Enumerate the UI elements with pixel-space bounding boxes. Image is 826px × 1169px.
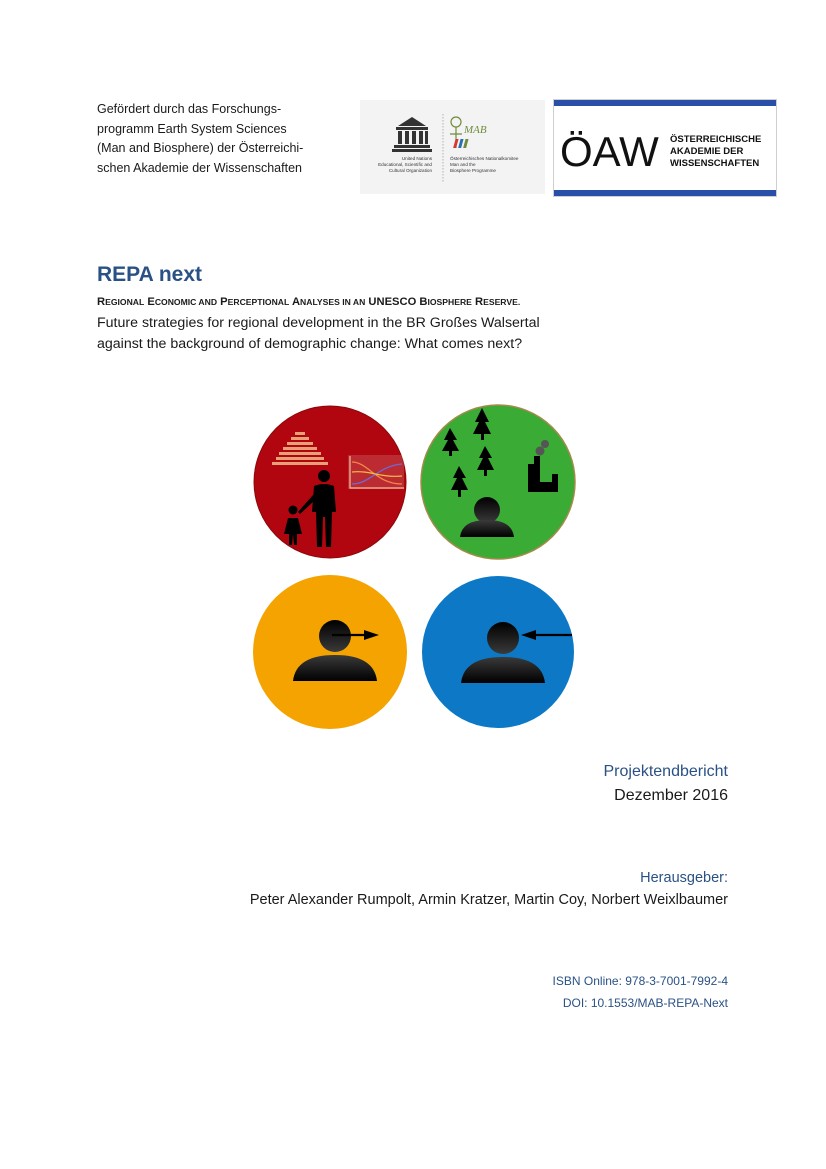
oeaw-logo bbox=[553, 99, 777, 197]
funding-line: (Man and Biosphere) der Österreichi- bbox=[97, 141, 304, 156]
mab-caption-line: Österreichisches Nationalkomitee bbox=[450, 156, 519, 161]
caps-rest: ESERVE. bbox=[483, 297, 521, 307]
caps-rest: IOSPHERE bbox=[427, 297, 472, 307]
demographic-trend-chart-icon bbox=[348, 455, 404, 489]
oeaw-mark: ÖAW bbox=[560, 128, 659, 175]
funding-line: Gefördert durch das Forschungs- bbox=[97, 102, 282, 116]
isbn: ISBN Online: 978-3-7001-7992-4 bbox=[552, 974, 728, 988]
mab-caption-line: Biosphere Programme bbox=[450, 168, 496, 173]
subtitle-line: against the background of demographic change: What comes next? bbox=[97, 336, 523, 352]
unesco-caption-line: Cultural Organization bbox=[388, 168, 432, 173]
cover-illustration bbox=[250, 400, 585, 735]
funding-line: schen Akademie der Wissenschaften bbox=[97, 160, 302, 175]
caps-initial: R bbox=[97, 296, 106, 308]
caps-initial: A bbox=[291, 296, 301, 308]
report-type: Projektendbericht bbox=[603, 763, 728, 780]
unesco-caption-line: United Nations bbox=[401, 156, 432, 161]
oeaw-logo-graphic bbox=[554, 100, 776, 196]
report-date: Dezember 2016 bbox=[614, 787, 728, 804]
editor-label: Herausgeber: bbox=[640, 870, 728, 886]
funding-line: programm Earth System Sciences bbox=[97, 121, 287, 136]
unesco-mab-logo bbox=[360, 100, 545, 194]
mab-logo-icon bbox=[450, 117, 487, 148]
subtitle-line: Future strategies for regional development in the BR Großes Walsertal bbox=[97, 315, 540, 331]
project-full-title bbox=[97, 296, 520, 308]
funding-statement bbox=[97, 100, 347, 178]
caps-initial: UNESCO bbox=[368, 296, 417, 308]
caps-initial: B bbox=[419, 296, 428, 308]
unesco-caption-line: Educational, Scientific and bbox=[378, 162, 432, 167]
caps-rest: NALYSES IN AN bbox=[300, 297, 366, 307]
caps-rest: ERCEPTIONAL bbox=[227, 297, 290, 307]
mab-mark-text: MAB bbox=[464, 124, 487, 136]
cover-illustration-graphic bbox=[250, 400, 585, 735]
editors-list: Peter Alexander Rumpolt, Armin Kratzer, Martin Coy, Norbert Weixlbaumer bbox=[249, 892, 728, 908]
oeaw-line: ÖSTERREICHISCHE bbox=[670, 134, 762, 145]
caps-rest: CONOMIC AND bbox=[154, 297, 218, 307]
oeaw-line: WISSENSCHAFTEN bbox=[670, 158, 760, 169]
caps-initial: P bbox=[220, 296, 228, 308]
mab-caption-line: Man and the bbox=[450, 162, 476, 167]
caps-initial: R bbox=[475, 296, 484, 308]
caps-initial: E bbox=[147, 296, 155, 308]
outward-perspective-circle bbox=[253, 575, 407, 729]
unesco-temple-icon bbox=[392, 117, 432, 152]
caps-rest: EGIONAL bbox=[105, 297, 145, 307]
oeaw-line: AKADEMIE DER bbox=[670, 146, 744, 157]
doi: DOI: 10.1553/MAB-REPA-Next bbox=[562, 996, 728, 1010]
project-title: REPA next bbox=[97, 263, 203, 286]
unesco-mab-logo-graphic bbox=[360, 100, 545, 194]
